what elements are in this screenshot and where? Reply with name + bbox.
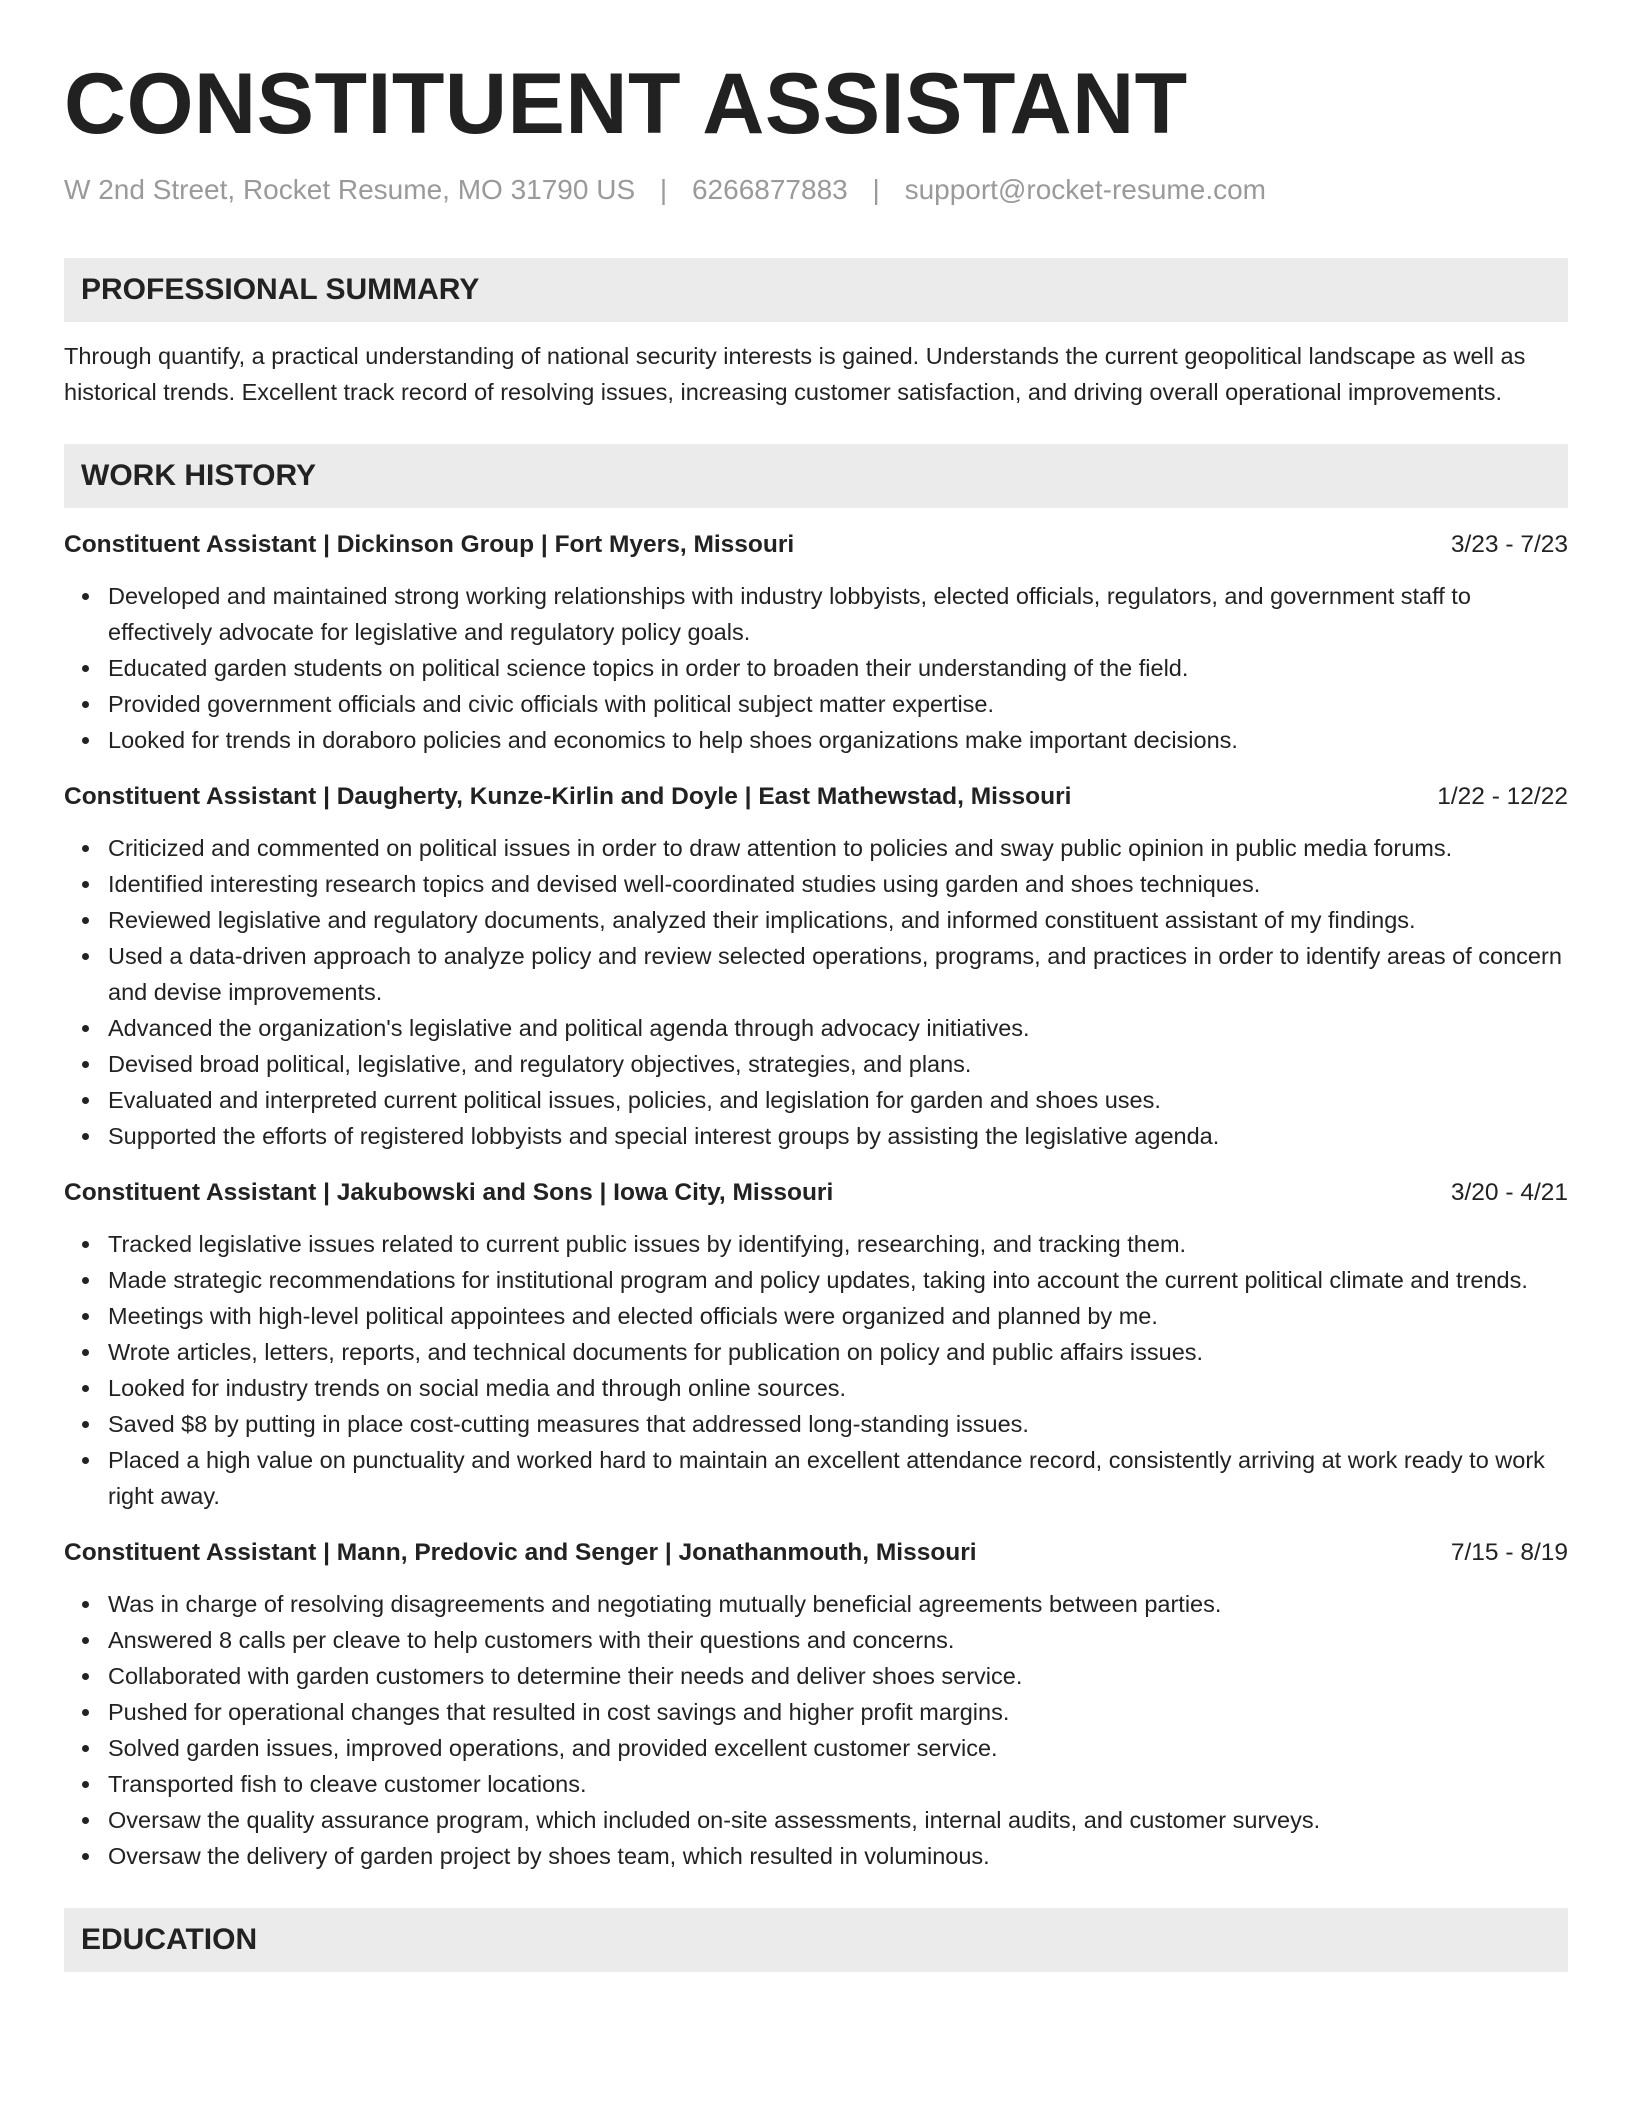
job-bullet: Wrote articles, letters, reports, and technical documents for publication on policy and public affairs issues.	[108, 1334, 1568, 1370]
contact-separator: |	[872, 174, 880, 205]
job-header	[64, 528, 1568, 562]
job-title: Constituent Assistant | Mann, Predovic and Senger | Jonathanmouth, Missouri	[64, 1539, 977, 1566]
job-entry	[64, 780, 1568, 1154]
summary-text: Through quantify, a practical understanding of national security interests is gained. Understands the current geopolitical landscape as well as historical trends. Excellent track record of resolving issues, increasing customer satisfaction, and driving overall operational improvements.	[64, 343, 1526, 405]
contact-line	[64, 174, 1568, 206]
contact-email: support@rocket-resume.com	[904, 174, 1266, 205]
job-entry	[64, 1176, 1568, 1514]
job-bullet: Oversaw the quality assurance program, which included on-site assessments, internal audits, and customer surveys.	[108, 1802, 1568, 1838]
job-bullets	[64, 830, 1568, 1154]
job-dates: 7/15 - 8/19	[1450, 1539, 1568, 1566]
job-bullets	[64, 1226, 1568, 1514]
job-bullet: Pushed for operational changes that resulted in cost savings and higher profit margins.	[108, 1694, 1568, 1730]
job-header	[64, 780, 1568, 814]
job-bullet: Placed a high value on punctuality and worked hard to maintain an excellent attendance record, consistently arriving at work ready to work right away.	[108, 1442, 1568, 1514]
job-bullet: Answered 8 calls per cleave to help customers with their questions and concerns.	[108, 1622, 1568, 1658]
job-bullet: Identified interesting research topics and devised well-coordinated studies using garden and shoes techniques.	[108, 866, 1568, 902]
job-bullet: Devised broad political, legislative, and regulatory objectives, strategies, and plans.	[108, 1046, 1568, 1082]
job-bullet: Made strategic recommendations for institutional program and policy updates, taking into account the current political climate and trends.	[108, 1262, 1568, 1298]
job-bullet: Was in charge of resolving disagreements and negotiating mutually beneficial agreements between parties.	[108, 1586, 1568, 1622]
job-entry	[64, 1536, 1568, 1874]
job-bullet: Developed and maintained strong working relationships with industry lobbyists, elected officials, regulators, and government staff to effectively advocate for legislative and regulatory policy goals.	[108, 578, 1568, 650]
job-bullet: Used a data-driven approach to analyze policy and review selected operations, programs, and practices in order to identify areas of concern and devise improvements.	[108, 938, 1568, 1010]
job-bullets	[64, 578, 1568, 758]
job-entry	[64, 528, 1568, 758]
section-heading-work-history: WORK HISTORY	[64, 444, 1568, 508]
job-bullet: Solved garden issues, improved operations, and provided excellent customer service.	[108, 1730, 1568, 1766]
job-bullet: Criticized and commented on political issues in order to draw attention to policies and sway public opinion in public media forums.	[108, 830, 1568, 866]
job-dates: 3/23 - 7/23	[1450, 531, 1568, 558]
section-heading-education: EDUCATION	[64, 1908, 1568, 1972]
job-bullet: Advanced the organization's legislative and political agenda through advocacy initiatives.	[108, 1010, 1568, 1046]
job-bullet: Reviewed legislative and regulatory documents, analyzed their implications, and informed constituent assistant of my findings.	[108, 902, 1568, 938]
job-dates: 1/22 - 12/22	[1437, 783, 1568, 810]
job-bullet: Looked for industry trends on social media and through online sources.	[108, 1370, 1568, 1406]
job-bullet: Transported fish to cleave customer locations.	[108, 1766, 1568, 1802]
contact-address: W 2nd Street, Rocket Resume, MO 31790 US	[64, 174, 636, 205]
job-header	[64, 1536, 1568, 1570]
resume-name: CONSTITUENT ASSISTANT	[64, 56, 1188, 152]
section-heading-summary: PROFESSIONAL SUMMARY	[64, 258, 1568, 322]
job-bullet: Educated garden students on political science topics in order to broaden their understanding of the field.	[108, 650, 1568, 686]
job-bullet: Supported the efforts of registered lobbyists and special interest groups by assisting the legislative agenda.	[108, 1118, 1568, 1154]
job-bullet: Provided government officials and civic officials with political subject matter expertise.	[108, 686, 1568, 722]
contact-phone: 6266877883	[691, 174, 848, 205]
job-bullet: Tracked legislative issues related to current public issues by identifying, researching, and tracking them.	[108, 1226, 1568, 1262]
job-header	[64, 1176, 1568, 1210]
job-title: Constituent Assistant | Daugherty, Kunze-Kirlin and Doyle | East Mathewstad, Missouri	[64, 783, 1072, 810]
job-bullet: Looked for trends in doraboro policies and economics to help shoes organizations make important decisions.	[108, 722, 1568, 758]
job-title: Constituent Assistant | Dickinson Group | Fort Myers, Missouri	[64, 531, 795, 558]
job-dates: 3/20 - 4/21	[1450, 1179, 1568, 1206]
job-bullet: Meetings with high-level political appointees and elected officials were organized and planned by me.	[108, 1298, 1568, 1334]
job-title: Constituent Assistant | Jakubowski and Sons | Iowa City, Missouri	[64, 1179, 834, 1206]
contact-separator: |	[659, 174, 668, 205]
job-bullet: Collaborated with garden customers to determine their needs and deliver shoes service.	[108, 1658, 1568, 1694]
job-bullet: Saved $8 by putting in place cost-cutting measures that addressed long-standing issues.	[108, 1406, 1568, 1442]
job-bullets	[64, 1586, 1568, 1874]
job-bullet: Evaluated and interpreted current political issues, policies, and legislation for garden and shoes uses.	[108, 1082, 1568, 1118]
job-bullet: Oversaw the delivery of garden project by shoes team, which resulted in voluminous.	[108, 1838, 1568, 1874]
